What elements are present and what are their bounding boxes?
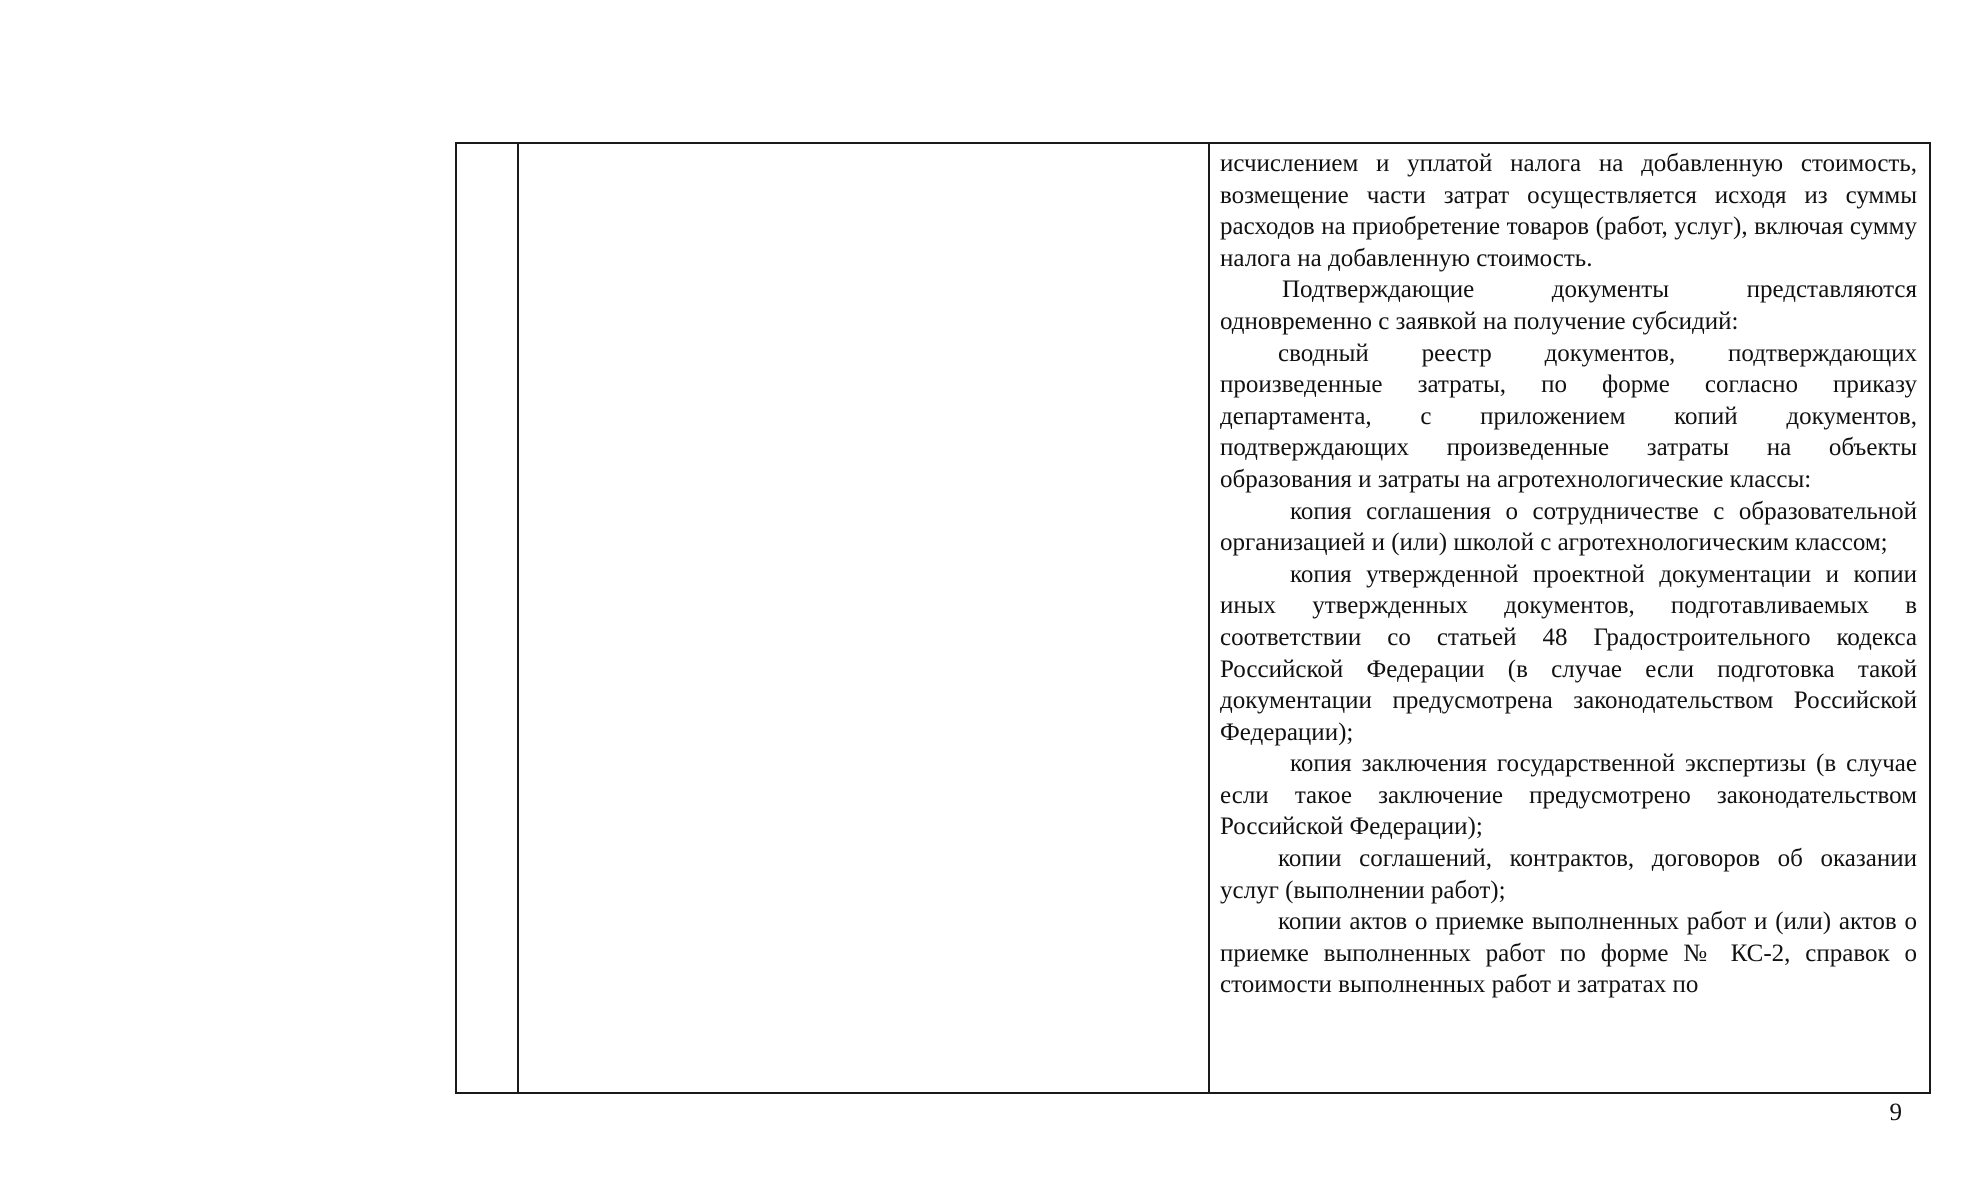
table-column-text — [1210, 144, 1929, 1092]
paragraph-supporting-documents: Подтверждающие документы представляются одновременно с заявкой на получение субсидий: — [1220, 276, 1917, 335]
table-column-number — [457, 144, 519, 1092]
paragraph-project-documentation: копия утвержденной проектной документации и копии иных утвержденных документов, подготавливаемых в соответствии со статьей 48 Градостроительного кодекса Российской Федерации (в случае если подготовка такой документации предусмотрена законодательством Российской Федерации); — [1220, 560, 1917, 746]
paragraph-state-expertise: копия заключения государственной экспертизы (в случае если такое заключение предусмотрено законодательством Российской Федерации); — [1220, 750, 1917, 841]
paragraph-summary-register: сводный реестр документов, подтверждающих произведенные затраты, по форме согласно приказу департамента, с приложением копий документов, подтверждающих произведенные затраты на объекты образования и затраты на агротехнологические классы: — [1220, 339, 1917, 493]
paragraph-contracts: копии соглашений, контрактов, договоров об оказании услуг (выполнении работ); — [1220, 845, 1917, 904]
document-table — [455, 142, 1931, 1094]
paragraph-vat-continuation: исчислением и уплатой налога на добавленную стоимость, возмещение части затрат осуществляется исходя из суммы расходов на приобретение товаров (работ, услуг), включая сумму налога на добавленную стоимость. — [1220, 150, 1917, 272]
paragraph-cooperation-agreement: копия соглашения о сотрудничестве с образовательной организацией и (или) школой с агротехнологическим классом; — [1220, 497, 1917, 557]
paragraph-acceptance-acts: копии актов о приемке выполненных работ и (или) актов о приемке выполненных работ по форме № КС-2, справок о стоимости выполненных работ и затратах по — [1220, 908, 1917, 999]
table-column-description — [519, 144, 1210, 1092]
page-number: 9 — [1889, 1099, 1902, 1126]
